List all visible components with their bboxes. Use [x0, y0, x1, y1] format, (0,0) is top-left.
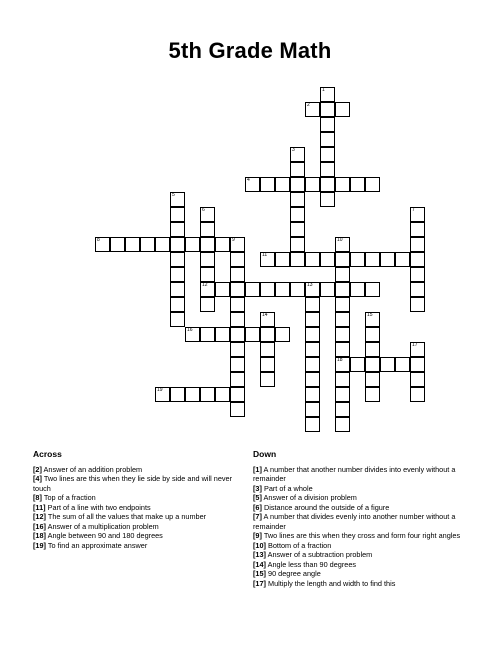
- grid-cell[interactable]: [335, 312, 350, 327]
- clue-text: 90 degree angle: [265, 569, 321, 578]
- grid-cell[interactable]: [335, 252, 350, 267]
- grid-cell[interactable]: [230, 297, 245, 312]
- clue-number-label: [5]: [253, 493, 262, 502]
- grid-cell[interactable]: [290, 147, 305, 162]
- clue-number: 4: [247, 177, 250, 183]
- grid-cell[interactable]: [365, 357, 380, 372]
- down-clue: [253, 503, 468, 513]
- across-clue: [33, 474, 238, 493]
- grid-cell[interactable]: [200, 282, 215, 297]
- clue-text: Answer of an addition problem: [41, 464, 143, 474]
- grid-cell[interactable]: [305, 372, 320, 387]
- clue-number-label: [15]: [253, 569, 266, 578]
- grid-cell[interactable]: [320, 162, 335, 177]
- grid-cell[interactable]: [350, 357, 365, 372]
- clue-number: 10: [337, 237, 343, 243]
- grid-cell[interactable]: [290, 282, 305, 297]
- grid-cell[interactable]: [260, 312, 275, 327]
- grid-cell[interactable]: [290, 222, 305, 237]
- clue-number: 14: [262, 312, 268, 318]
- grid-cell[interactable]: [335, 342, 350, 357]
- clue-text: The sum of all the values that make up a number: [45, 512, 207, 521]
- grid-cell[interactable]: [215, 327, 230, 342]
- grid-cell[interactable]: [290, 162, 305, 177]
- grid-cell[interactable]: [230, 387, 245, 402]
- across-clue: [33, 465, 238, 475]
- clue-number-label: [19]: [33, 540, 46, 550]
- down-clue: [253, 531, 468, 541]
- grid-cell[interactable]: [200, 297, 215, 312]
- grid-cell[interactable]: [410, 222, 425, 237]
- grid-cell[interactable]: [320, 102, 335, 117]
- grid-cell[interactable]: [410, 357, 425, 372]
- grid-cell[interactable]: [230, 312, 245, 327]
- grid-cell[interactable]: [260, 252, 275, 267]
- grid-cell[interactable]: [215, 282, 230, 297]
- grid-cell[interactable]: [410, 297, 425, 312]
- grid-cell[interactable]: [290, 177, 305, 192]
- across-clue: [33, 541, 238, 551]
- clue-text: Answer of a multiplication problem: [45, 521, 159, 531]
- down-clue: [253, 512, 468, 531]
- grid-cell[interactable]: [305, 327, 320, 342]
- clue-text: To find an approximate answer: [45, 540, 148, 550]
- grid-cell[interactable]: [365, 327, 380, 342]
- down-clue: [253, 541, 468, 551]
- grid-cell[interactable]: [200, 327, 215, 342]
- grid-cell[interactable]: [170, 282, 185, 297]
- grid-cell[interactable]: [185, 237, 200, 252]
- grid-cell[interactable]: [320, 147, 335, 162]
- grid-cell[interactable]: [305, 177, 320, 192]
- across-clue: [33, 503, 238, 513]
- clue-number: 12: [202, 282, 208, 288]
- grid-cell[interactable]: [320, 192, 335, 207]
- grid-cell[interactable]: [230, 327, 245, 342]
- across-clues: [33, 450, 238, 550]
- grid-cell[interactable]: [275, 327, 290, 342]
- grid-cell[interactable]: [410, 282, 425, 297]
- grid-cell[interactable]: [335, 267, 350, 282]
- grid-cell[interactable]: [365, 312, 380, 327]
- clue-number: 16: [187, 327, 193, 333]
- grid-cell[interactable]: [335, 297, 350, 312]
- clue-number: 5: [172, 192, 175, 198]
- down-clue: [253, 579, 468, 589]
- down-clue: [253, 569, 468, 579]
- grid-cell[interactable]: [215, 387, 230, 402]
- grid-cell[interactable]: [335, 177, 350, 192]
- grid-cell[interactable]: [95, 237, 110, 252]
- grid-cell[interactable]: [170, 297, 185, 312]
- grid-cell[interactable]: [365, 252, 380, 267]
- grid-cell[interactable]: [335, 417, 350, 432]
- grid-cell[interactable]: [395, 357, 410, 372]
- grid-cell[interactable]: [290, 192, 305, 207]
- grid-cell[interactable]: [260, 372, 275, 387]
- grid-cell[interactable]: [365, 372, 380, 387]
- grid-cell[interactable]: [365, 282, 380, 297]
- grid-cell[interactable]: [200, 387, 215, 402]
- grid-cell[interactable]: [305, 282, 320, 297]
- grid-cell[interactable]: [275, 252, 290, 267]
- clue-text: A number that another number divides into evenly without a remainder: [253, 464, 456, 483]
- clue-number-label: [8]: [33, 493, 42, 502]
- grid-cell[interactable]: [410, 387, 425, 402]
- clue-text: Answer of a subtraction problem: [265, 550, 373, 559]
- grid-cell[interactable]: [305, 387, 320, 402]
- down-clue: [253, 550, 468, 560]
- clue-text: Part of a whole: [261, 483, 313, 493]
- clue-text: Answer of a division problem: [261, 493, 357, 502]
- grid-cell[interactable]: [410, 207, 425, 222]
- clue-number-label: [7]: [253, 512, 262, 521]
- grid-cell[interactable]: [320, 177, 335, 192]
- across-clue: [33, 531, 238, 541]
- clue-number: 1: [322, 87, 325, 93]
- clue-number: 13: [307, 282, 313, 288]
- grid-cell[interactable]: [140, 237, 155, 252]
- clue-text: Multiply the length and width to find this: [265, 578, 396, 588]
- clue-text: Angle between 90 and 180 degrees: [45, 531, 163, 540]
- grid-cell[interactable]: [305, 417, 320, 432]
- across-clue-list: [33, 465, 238, 551]
- grid-cell[interactable]: [170, 222, 185, 237]
- down-clue-list: [253, 465, 468, 589]
- across-clue: [33, 522, 238, 532]
- clue-number-label: [3]: [253, 483, 262, 493]
- grid-cell[interactable]: [170, 192, 185, 207]
- clue-number: 15: [367, 312, 373, 318]
- grid-cell[interactable]: [380, 252, 395, 267]
- clue-number-label: [1]: [253, 464, 262, 474]
- grid-cell[interactable]: [290, 207, 305, 222]
- grid-cell[interactable]: [350, 252, 365, 267]
- grid-cell[interactable]: [305, 102, 320, 117]
- down-clue: [253, 465, 468, 484]
- grid-cell[interactable]: [380, 357, 395, 372]
- grid-cell[interactable]: [365, 342, 380, 357]
- grid-cell[interactable]: [230, 372, 245, 387]
- down-clues: [253, 450, 468, 588]
- clue-number-label: [18]: [33, 531, 46, 540]
- grid-cell[interactable]: [335, 372, 350, 387]
- clue-number: 7: [412, 207, 415, 213]
- grid-cell[interactable]: [185, 387, 200, 402]
- grid-cell[interactable]: [410, 252, 425, 267]
- grid-cell[interactable]: [230, 357, 245, 372]
- clue-text: Angle less than 90 degrees: [265, 559, 357, 569]
- grid-cell[interactable]: [275, 282, 290, 297]
- across-heading: Across: [33, 449, 62, 459]
- grid-cell[interactable]: [395, 252, 410, 267]
- grid-cell[interactable]: [365, 177, 380, 192]
- across-clue: [33, 493, 238, 503]
- grid-cell[interactable]: [170, 207, 185, 222]
- clue-number-label: [9]: [253, 531, 262, 540]
- clue-number-label: [11]: [33, 502, 46, 512]
- grid-cell[interactable]: [110, 237, 125, 252]
- grid-cell[interactable]: [200, 222, 215, 237]
- grid-cell[interactable]: [320, 282, 335, 297]
- clue-text: Part of a line with two endpoints: [45, 502, 151, 512]
- clue-number: 2: [307, 102, 310, 108]
- grid-cell[interactable]: [245, 282, 260, 297]
- grid-cell[interactable]: [260, 282, 275, 297]
- grid-cell[interactable]: [200, 252, 215, 267]
- across-clue: [33, 512, 238, 522]
- clue-text: A number that divides evenly into another number without a remainder: [253, 512, 456, 531]
- grid-cell[interactable]: [335, 282, 350, 297]
- grid-cell[interactable]: [410, 372, 425, 387]
- grid-cell[interactable]: [335, 402, 350, 417]
- down-clue: [253, 484, 468, 494]
- clue-number: 8: [97, 237, 100, 243]
- grid-cell[interactable]: [245, 327, 260, 342]
- grid-cell[interactable]: [260, 177, 275, 192]
- grid-cell[interactable]: [200, 267, 215, 282]
- clue-number: 18: [337, 357, 343, 363]
- grid-cell[interactable]: [155, 387, 170, 402]
- grid-cell[interactable]: [200, 237, 215, 252]
- grid-cell[interactable]: [335, 237, 350, 252]
- grid-cell[interactable]: [290, 252, 305, 267]
- grid-cell[interactable]: [170, 312, 185, 327]
- grid-cell[interactable]: [230, 282, 245, 297]
- clue-text: Distance around the outside of a figure: [261, 502, 390, 512]
- grid-cell[interactable]: [305, 312, 320, 327]
- clue-number: 9: [232, 237, 235, 243]
- clue-number-label: [2]: [33, 464, 42, 474]
- clue-number-label: [10]: [253, 540, 266, 550]
- grid-cell[interactable]: [410, 342, 425, 357]
- grid-cell[interactable]: [320, 87, 335, 102]
- clue-number-label: [17]: [253, 578, 266, 588]
- grid-cell[interactable]: [335, 327, 350, 342]
- grid-cell[interactable]: [230, 252, 245, 267]
- grid-cell[interactable]: [365, 387, 380, 402]
- grid-cell[interactable]: [245, 177, 260, 192]
- clue-number-label: [4]: [33, 474, 42, 483]
- grid-cell[interactable]: [305, 342, 320, 357]
- grid-cell[interactable]: [335, 387, 350, 402]
- clue-number-label: [12]: [33, 512, 46, 521]
- clue-number: 17: [412, 342, 418, 348]
- clue-number-label: [14]: [253, 559, 266, 569]
- grid-cell[interactable]: [260, 342, 275, 357]
- grid-cell[interactable]: [170, 252, 185, 267]
- clue-number-label: [6]: [253, 502, 262, 512]
- grid-cell[interactable]: [200, 207, 215, 222]
- grid-cell[interactable]: [320, 117, 335, 132]
- down-clue: [253, 493, 468, 503]
- grid-cell[interactable]: [260, 357, 275, 372]
- clue-number-label: [13]: [253, 550, 266, 559]
- grid-cell[interactable]: [155, 237, 170, 252]
- grid-cell[interactable]: [305, 357, 320, 372]
- grid-cell[interactable]: [320, 132, 335, 147]
- grid-cell[interactable]: [230, 237, 245, 252]
- grid-cell[interactable]: [230, 402, 245, 417]
- grid-cell[interactable]: [305, 252, 320, 267]
- grid-cell[interactable]: [410, 237, 425, 252]
- grid-cell[interactable]: [335, 102, 350, 117]
- grid-cell[interactable]: [230, 267, 245, 282]
- grid-cell[interactable]: [215, 237, 230, 252]
- grid-cell[interactable]: [320, 252, 335, 267]
- clue-number: 19: [157, 387, 163, 393]
- grid-cell[interactable]: [350, 177, 365, 192]
- grid-cell[interactable]: [305, 402, 320, 417]
- clue-number: 3: [292, 147, 295, 153]
- grid-cell[interactable]: [170, 387, 185, 402]
- grid-cell[interactable]: [125, 237, 140, 252]
- grid-cell[interactable]: [335, 357, 350, 372]
- grid-cell[interactable]: [170, 237, 185, 252]
- down-heading: Down: [253, 449, 277, 459]
- clue-number: 11: [262, 252, 268, 258]
- grid-cell[interactable]: [350, 282, 365, 297]
- grid-cell[interactable]: [185, 327, 200, 342]
- clue-number-label: [16]: [33, 521, 46, 531]
- grid-cell[interactable]: [170, 267, 185, 282]
- grid-cell[interactable]: [260, 327, 275, 342]
- down-clue: [253, 560, 468, 570]
- grid-cell[interactable]: [230, 342, 245, 357]
- grid-cell[interactable]: [275, 177, 290, 192]
- clue-text: Two lines are this when they cross and form four right angles: [261, 531, 461, 540]
- grid-cell[interactable]: [410, 267, 425, 282]
- grid-cell[interactable]: [305, 297, 320, 312]
- clue-text: Bottom of a fraction: [265, 540, 332, 550]
- puzzle-title: 5th Grade Math: [168, 38, 332, 63]
- clue-text: Top of a fraction: [41, 493, 96, 502]
- grid-cell[interactable]: [290, 237, 305, 252]
- clue-text: Two lines are this when they lie side by side and will never touch: [33, 474, 233, 493]
- clue-number: 6: [202, 207, 205, 213]
